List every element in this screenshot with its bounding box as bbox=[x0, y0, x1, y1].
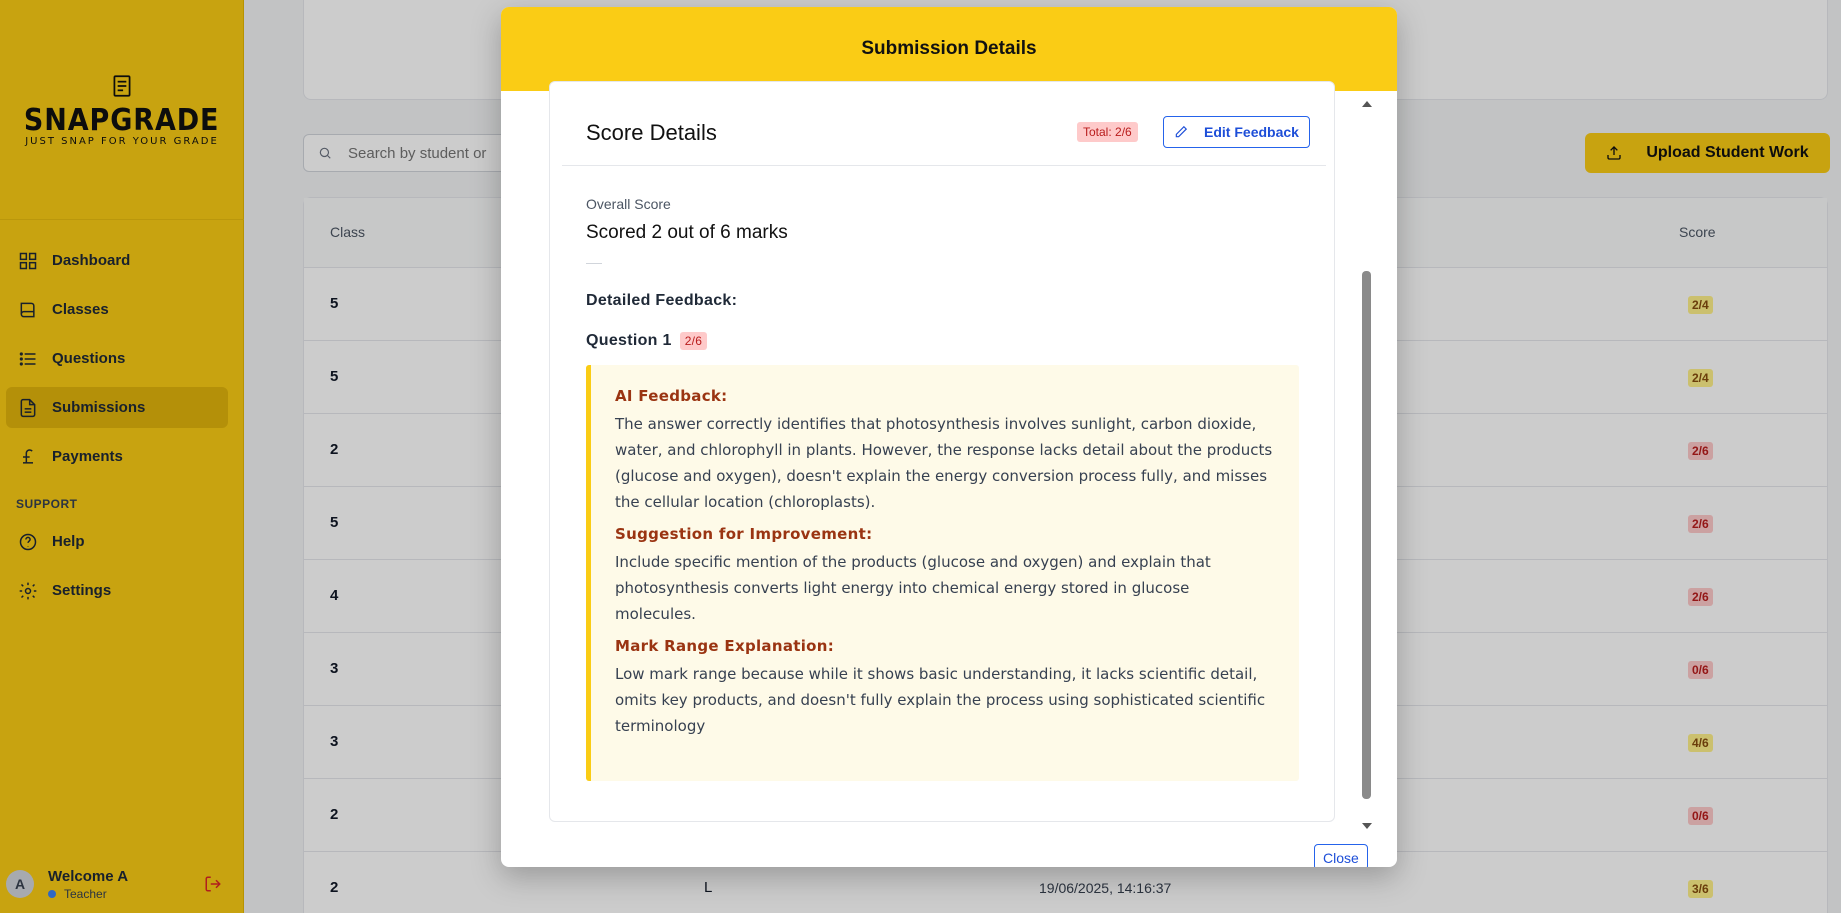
edit-feedback-label: Edit Feedback bbox=[1204, 124, 1299, 140]
user-role-label: Teacher bbox=[64, 886, 107, 901]
score-badge: 2/6 bbox=[1688, 515, 1713, 533]
question-title bbox=[586, 332, 707, 350]
modal-title: Submission Details bbox=[501, 7, 1397, 91]
score-badge: 0/6 bbox=[1688, 661, 1713, 679]
mark-range-text: Low mark range because while it shows basic understanding, it lacks scientific detail, omits key products, and doesn't fully explain the process using sophisticated scientific terminology bbox=[615, 665, 1266, 735]
submission-details-modal bbox=[501, 7, 1397, 867]
suggestion-heading: Suggestion for Improvement: bbox=[615, 525, 873, 543]
avatar[interactable]: A bbox=[6, 870, 34, 898]
modal-body bbox=[501, 91, 1397, 831]
detailed-feedback-title: Detailed Feedback: bbox=[586, 292, 738, 309]
support-section-label: SUPPORT bbox=[16, 497, 78, 511]
sidebar-item-label: Dashboard bbox=[52, 252, 131, 269]
edit-feedback-button[interactable] bbox=[1163, 116, 1310, 148]
score-badge: 2/4 bbox=[1688, 296, 1713, 314]
logo-subtitle: JUST SNAP FOR YOUR GRADE bbox=[25, 135, 219, 147]
scroll-down-arrow[interactable] bbox=[1362, 823, 1372, 829]
score-details-header bbox=[562, 82, 1326, 166]
score-badge: 3/6 bbox=[1688, 880, 1713, 898]
question-score-badge: 2/6 bbox=[680, 332, 708, 350]
column-header-score[interactable]: Score bbox=[1679, 224, 1716, 240]
sidebar-item-label: Classes bbox=[52, 301, 109, 318]
overall-score-label: Overall Score bbox=[586, 196, 671, 212]
score-badge: 4/6 bbox=[1688, 734, 1713, 752]
modal-scrollbar[interactable] bbox=[1362, 101, 1372, 821]
ai-feedback-text: The answer correctly identifies that photosynthesis involves sunlight, carbon dioxide, water, and chlorophyll in plants. However, the response lacks detail about the products (glucose and oxygen), doesn't explain the energy conversion process fully, and misses the cellular location (chloroplasts). bbox=[615, 415, 1273, 511]
score-badge: 2/6 bbox=[1688, 442, 1713, 460]
score-badge: 2/6 bbox=[1688, 588, 1713, 606]
cell-class: 2 bbox=[330, 441, 339, 458]
ai-feedback-heading: AI Feedback: bbox=[615, 387, 728, 405]
sidebar-item-label: Payments bbox=[52, 448, 123, 465]
total-score-badge: Total: 2/6 bbox=[1077, 122, 1138, 142]
cell-class: 5 bbox=[330, 368, 339, 385]
scroll-thumb[interactable] bbox=[1362, 271, 1371, 799]
column-header-class[interactable]: Class bbox=[330, 224, 366, 240]
scroll-up-arrow[interactable] bbox=[1362, 101, 1372, 107]
logo-title: SNAPGRADE bbox=[24, 102, 220, 138]
upload-label: Upload Student Work bbox=[1646, 144, 1809, 161]
sidebar-item-label: Help bbox=[52, 533, 85, 550]
mark-range-heading: Mark Range Explanation: bbox=[615, 637, 835, 655]
suggestion-text: Include specific mention of the products (glucose and oxygen) and explain that photosynthesis converts light energy into chemical energy stored in glucose molecules. bbox=[615, 553, 1211, 623]
feedback-box bbox=[586, 365, 1299, 781]
score-details-card bbox=[549, 81, 1335, 822]
user-name: Welcome A bbox=[48, 867, 129, 885]
cell-class: 3 bbox=[330, 660, 339, 677]
cell-class: 2 bbox=[330, 806, 339, 823]
score-badge: 2/4 bbox=[1688, 369, 1713, 387]
sidebar-item-label: Questions bbox=[52, 350, 126, 367]
cell-class: 5 bbox=[330, 295, 339, 312]
cell-class: 2 bbox=[330, 879, 339, 896]
cell-class: 5 bbox=[330, 514, 339, 531]
close-button[interactable]: Close bbox=[1314, 844, 1368, 867]
sidebar-item-label: Submissions bbox=[52, 399, 146, 416]
cell-class: 4 bbox=[330, 587, 339, 604]
sidebar-item-label: Settings bbox=[52, 582, 112, 599]
divider bbox=[586, 263, 602, 264]
score-badge: 0/6 bbox=[1688, 807, 1713, 825]
score-details-title: Score Details bbox=[586, 120, 717, 145]
cell-student: L bbox=[704, 879, 713, 896]
cell-date: 19/06/2025, 14:16:37 bbox=[1039, 880, 1172, 896]
pencil-icon bbox=[1174, 125, 1188, 139]
question-label: Question 1 bbox=[586, 332, 672, 349]
cell-class: 3 bbox=[330, 733, 339, 750]
overall-score-value: Scored 2 out of 6 marks bbox=[586, 222, 788, 243]
